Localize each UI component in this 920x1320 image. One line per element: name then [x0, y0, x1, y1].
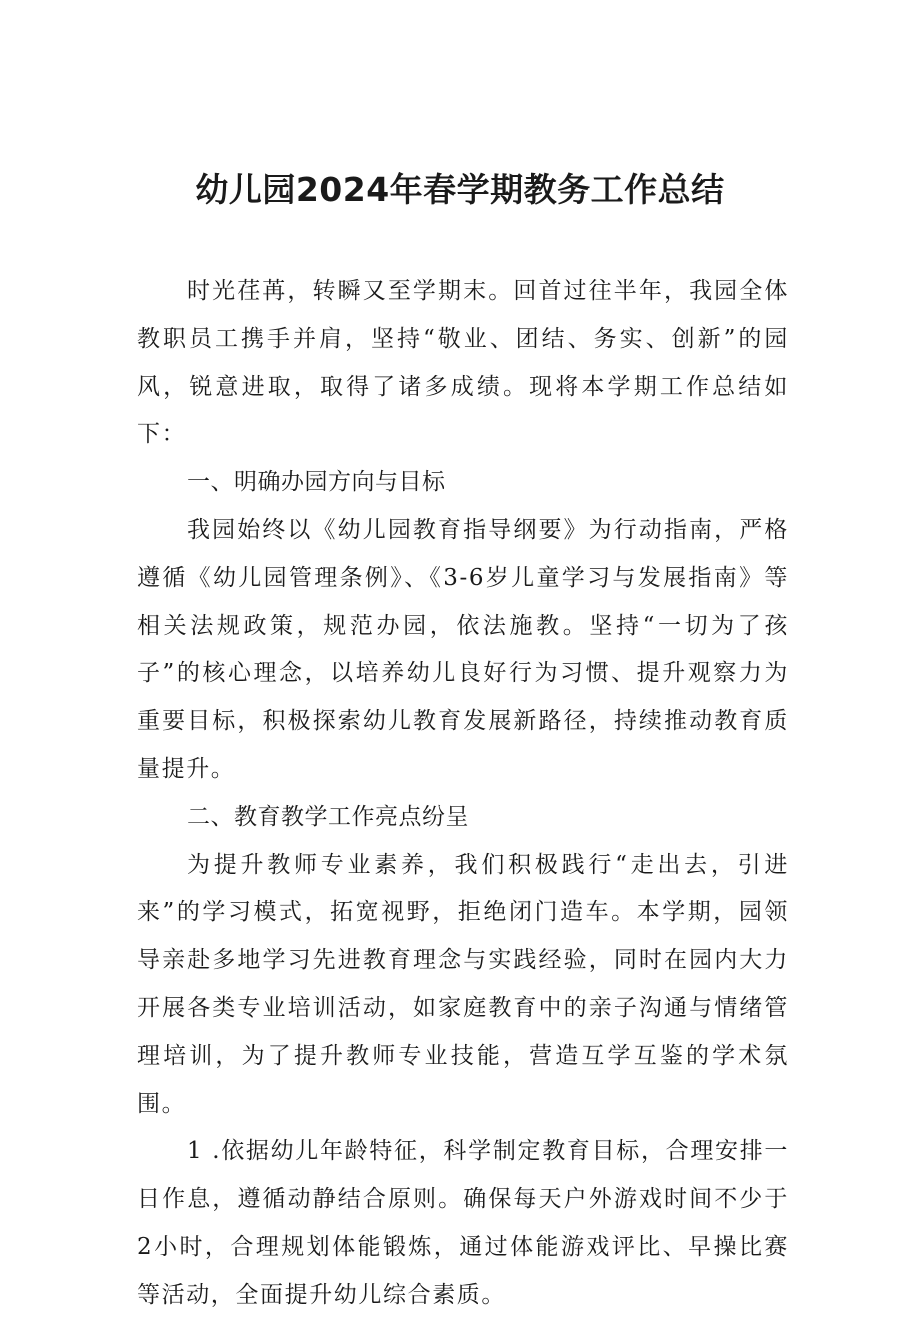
section-heading: 二、教育教学工作亮点纷呈	[187, 803, 469, 830]
section-paragraph: 1 .依据幼儿年龄特征，科学制定教育目标，合理安排一日作息，遵循动静结合原则。确保每天户外游戏时间不少于2小时，合理规划体能锻炼，通过体能游戏评比、早操比赛等活动，全面提升幼儿综合素质。	[137, 1138, 789, 1308]
document-body	[137, 268, 789, 1320]
section-heading: 一、明确办园方向与目标	[187, 469, 446, 496]
section-1	[137, 459, 789, 794]
section-paragraph: 我园始终以《幼儿园教育指导纲要》为行动指南，严格遵循《幼儿园管理条例》、《3-6岁儿童学习与发展指南》等相关法规政策，规范办园，依法施教。坚持“一切为了孩子”的核心理念，以培养幼儿良好行为习惯、提升观察力为重要目标，积极探索幼儿教育发展新路径，持续推动教育质量提升。	[137, 516, 789, 782]
intro-paragraph: 时光荏苒，转瞬又至学期末。回首过往半年，我园全体教职员工携手并肩，坚持“敬业、团结、务实、创新”的园风，锐意进取，取得了诸多成绩。现将本学期工作总结如下：	[137, 278, 789, 448]
section-2	[137, 794, 789, 1320]
document-title: 幼儿园2024年春学期教务工作总结	[195, 170, 725, 209]
section-paragraph: 为提升教师专业素养，我们积极践行“走出去，引进来”的学习模式，拓宽视野，拒绝闭门造车。本学期，园领导亲赴多地学习先进教育理念与实践经验，同时在园内大力开展各类专业培训活动，如家庭教育中的亲子沟通与情绪管理培训，为了提升教师专业技能，营造互学互鉴的学术氛围。	[137, 851, 789, 1117]
